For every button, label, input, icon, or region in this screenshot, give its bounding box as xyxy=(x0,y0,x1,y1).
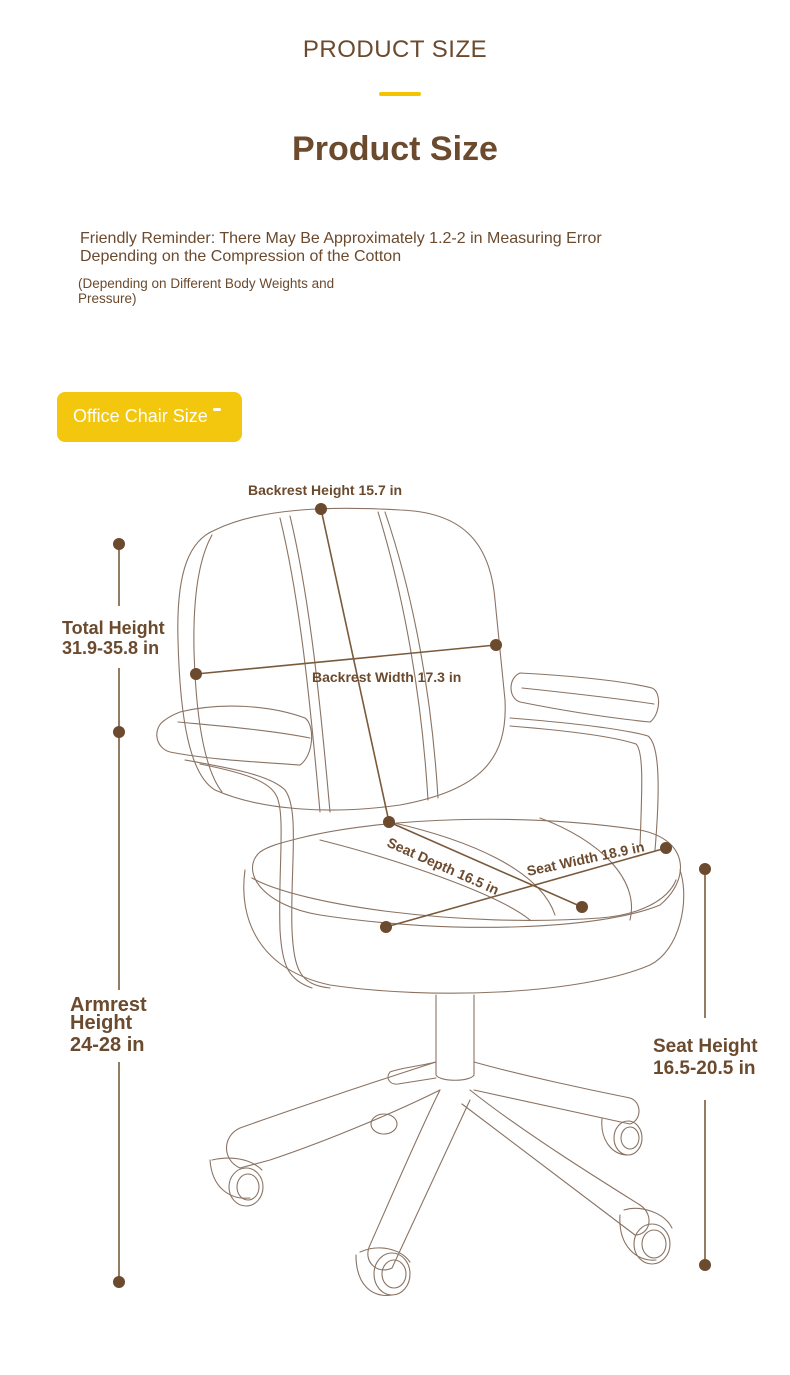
page-title: Product Size xyxy=(292,130,498,168)
reminder-line-1: Friendly Reminder: There May Be Approximately 1.2-2 in Measuring Error xyxy=(80,230,602,247)
dimension-lines xyxy=(119,509,705,1282)
armrest-height-title-1: Armrest xyxy=(70,994,147,1016)
caster-front-left xyxy=(210,1158,263,1206)
backrest-height-line xyxy=(321,509,389,822)
dimension-dots xyxy=(113,503,711,1288)
seat-width-label: Seat Width 18.9 in xyxy=(525,838,646,879)
left-armrest-pad-top xyxy=(178,722,310,738)
base-leg-back xyxy=(388,1062,436,1084)
armrest-height-value: 24-28 in xyxy=(70,1034,145,1056)
caster-back-right xyxy=(602,1118,642,1155)
caster-back-left xyxy=(371,1114,397,1134)
base-leg-right xyxy=(474,1062,639,1124)
seat-height-value: 16.5-20.5 in xyxy=(653,1058,756,1079)
left-armrest-pad xyxy=(157,706,312,765)
reminder-note: (Depending on Different Body Weights and Pressure) xyxy=(78,276,335,306)
base-leg-front-right xyxy=(462,1090,649,1235)
caster-front-center xyxy=(356,1248,410,1295)
seat-depth-label: Seat Depth 16.5 in xyxy=(384,834,502,898)
chair-illustration xyxy=(157,508,684,1295)
caster-front-right xyxy=(620,1208,672,1264)
total-height-value: 31.9-35.8 in xyxy=(62,638,160,658)
base-leg-left xyxy=(227,1062,441,1168)
total-height-title: Total Height xyxy=(62,618,165,638)
right-armrest-pad-top xyxy=(522,688,654,704)
backrest-height-label: Backrest Height 15.7 in xyxy=(248,482,403,498)
base-leg-front-left xyxy=(368,1090,470,1270)
left-armrest-support xyxy=(185,760,330,988)
reminder-line-2: Depending on the Compression of the Cotton xyxy=(80,248,402,265)
armrest-height-title-2: Height xyxy=(70,1012,133,1034)
right-armrest-pad xyxy=(511,673,659,722)
seat-height-title: Seat Height xyxy=(653,1036,758,1057)
left-armrest-support-inner xyxy=(200,764,312,988)
eyebrow-title: PRODUCT SIZE xyxy=(302,36,488,63)
seat-front xyxy=(244,870,684,993)
badge-label: Office Chair Size xyxy=(73,406,208,426)
backrest-inner-edge xyxy=(194,535,222,792)
gas-lift xyxy=(436,995,474,1080)
backrest-width-label: Backrest Width 17.3 in xyxy=(312,669,462,685)
right-armrest-support xyxy=(510,718,658,850)
